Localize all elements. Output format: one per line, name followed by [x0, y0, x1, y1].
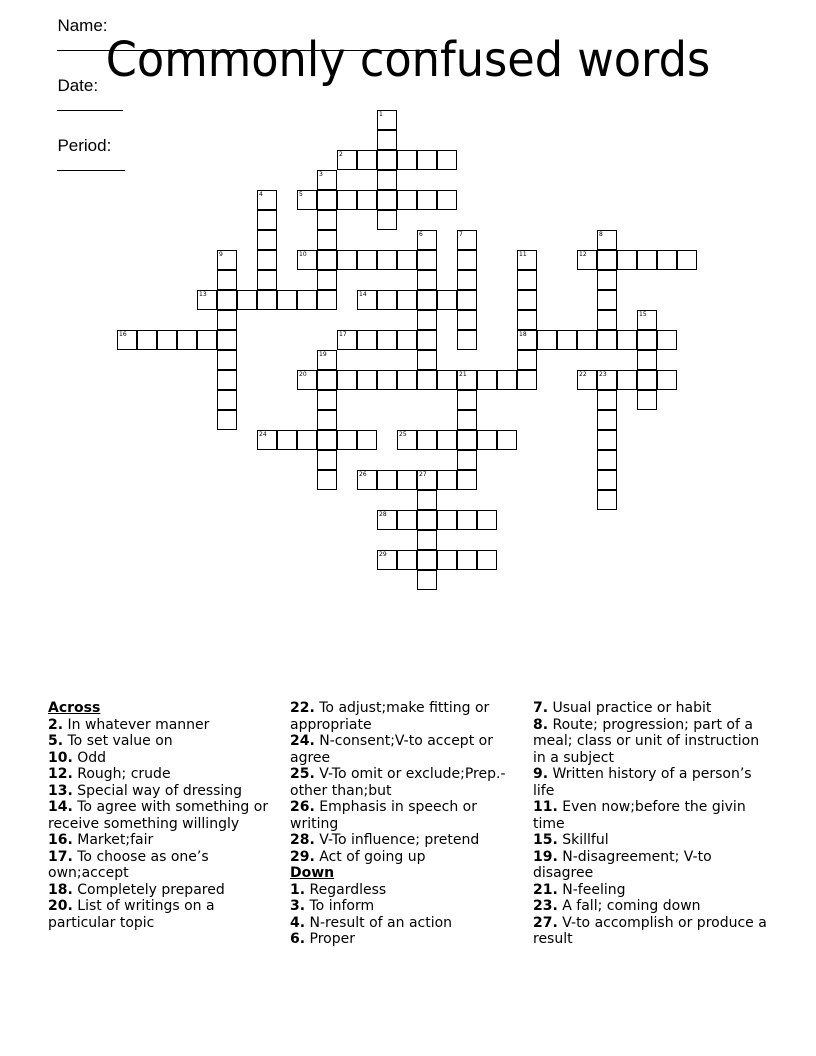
- clue-text: V-to accomplish or produce a result: [533, 914, 767, 947]
- grid-cell[interactable]: [337, 330, 357, 350]
- grid-cell[interactable]: [277, 290, 297, 310]
- grid-cell[interactable]: [377, 110, 397, 130]
- clue-number: 24: [259, 431, 267, 438]
- clue-number: 10: [299, 251, 307, 258]
- grid-cell[interactable]: [597, 250, 617, 270]
- clue-number: 1: [379, 111, 383, 118]
- clue-text: To adjust;make fitting or appropriate: [290, 700, 490, 733]
- grid-cell[interactable]: [417, 370, 437, 390]
- grid-cell[interactable]: [217, 270, 237, 290]
- clue-number: 14.: [48, 799, 73, 815]
- clue-text: Act of going up: [314, 848, 426, 865]
- clue-number: 2.: [48, 716, 64, 733]
- grid-cell[interactable]: [597, 230, 617, 250]
- clue-text: Special way of dressing: [72, 782, 243, 799]
- page-title: Commonly confused words: [105, 32, 711, 88]
- across-clue-list-continued: [290, 700, 526, 865]
- clue-number: 17: [339, 331, 347, 338]
- clue-text: Completely prepared: [72, 881, 225, 898]
- clue-number: 17.: [48, 848, 73, 865]
- grid-cell[interactable]: [317, 410, 337, 430]
- grid-cell[interactable]: [377, 330, 397, 350]
- across-clue: [290, 700, 526, 733]
- down-clue: [533, 898, 769, 915]
- grid-cell[interactable]: [417, 510, 437, 530]
- grid-cell[interactable]: [617, 330, 637, 350]
- grid-cell[interactable]: [477, 370, 497, 390]
- clue-text: Rough; crude: [72, 766, 171, 782]
- down-clue: [533, 717, 769, 767]
- clues-column-1: [48, 700, 278, 931]
- down-clue: [290, 931, 526, 948]
- clue-text: To inform: [305, 898, 375, 914]
- clue-number: 23: [599, 371, 607, 378]
- clue-number: 22: [579, 371, 587, 378]
- clue-number: 10.: [48, 749, 73, 766]
- grid-cell[interactable]: [417, 470, 437, 490]
- clue-number: 5.: [48, 733, 64, 749]
- clue-number: 29: [379, 551, 387, 558]
- grid-cell[interactable]: [257, 430, 277, 450]
- clue-number: 27.: [533, 914, 558, 931]
- grid-cell[interactable]: [297, 190, 317, 210]
- grid-cell[interactable]: [577, 250, 597, 270]
- grid-cell[interactable]: [457, 450, 477, 470]
- clue-number: 12.: [48, 766, 73, 782]
- down-clue: [533, 882, 769, 899]
- grid-cell[interactable]: [477, 430, 497, 450]
- grid-cell[interactable]: [517, 290, 537, 310]
- grid-cell[interactable]: [357, 190, 377, 210]
- grid-cell[interactable]: [517, 330, 537, 350]
- grid-cell[interactable]: [217, 390, 237, 410]
- down-clue: [533, 700, 769, 717]
- across-clue: [290, 849, 526, 866]
- grid-cell[interactable]: [397, 150, 417, 170]
- grid-cell[interactable]: [337, 250, 357, 270]
- grid-cell[interactable]: [417, 150, 437, 170]
- clue-number: 21.: [533, 881, 558, 898]
- grid-cell[interactable]: [417, 190, 437, 210]
- clue-number: 9.: [533, 766, 549, 782]
- clue-number: 20: [299, 371, 307, 378]
- across-clue: [290, 766, 526, 799]
- clue-number: 26: [359, 471, 367, 478]
- grid-cell[interactable]: [397, 550, 417, 570]
- grid-cell[interactable]: [377, 370, 397, 390]
- across-clue: [48, 898, 278, 931]
- across-clue: [48, 799, 278, 832]
- grid-cell[interactable]: [257, 270, 277, 290]
- grid-cell[interactable]: [597, 410, 617, 430]
- grid-cell[interactable]: [637, 330, 657, 350]
- clue-text: N-disagreement; V-to disagree: [533, 848, 712, 881]
- grid-cell[interactable]: [417, 570, 437, 590]
- grid-cell[interactable]: [457, 270, 477, 290]
- grid-cell[interactable]: [597, 390, 617, 410]
- grid-cell[interactable]: [437, 370, 457, 390]
- grid-cell[interactable]: [437, 550, 457, 570]
- clue-number: 28: [379, 511, 387, 518]
- clue-text: Regardless: [305, 881, 387, 898]
- grid-cell[interactable]: [437, 470, 457, 490]
- clue-number: 15.: [533, 832, 558, 848]
- grid-cell[interactable]: [517, 250, 537, 270]
- grid-cell[interactable]: [397, 250, 417, 270]
- grid-cell[interactable]: [597, 290, 617, 310]
- clues-column-2: [290, 700, 526, 948]
- grid-cell[interactable]: [417, 490, 437, 510]
- grid-cell[interactable]: [377, 510, 397, 530]
- clue-number: 8.: [533, 716, 549, 733]
- grid-cell[interactable]: [417, 310, 437, 330]
- grid-cell[interactable]: [337, 370, 357, 390]
- grid-cell[interactable]: [337, 190, 357, 210]
- grid-cell[interactable]: [417, 270, 437, 290]
- clue-number: 19.: [533, 848, 558, 865]
- grid-cell[interactable]: [377, 210, 397, 230]
- clue-number: 27: [419, 471, 427, 478]
- clue-number: 21: [459, 371, 467, 378]
- grid-cell[interactable]: [597, 470, 617, 490]
- grid-cell[interactable]: [317, 270, 337, 290]
- grid-cell[interactable]: [317, 370, 337, 390]
- grid-cell[interactable]: [317, 390, 337, 410]
- grid-cell[interactable]: [177, 330, 197, 350]
- grid-cell[interactable]: [377, 170, 397, 190]
- grid-cell[interactable]: [317, 230, 337, 250]
- grid-cell[interactable]: [517, 350, 537, 370]
- clue-number: 3: [319, 171, 323, 178]
- grid-cell[interactable]: [657, 330, 677, 350]
- grid-cell[interactable]: [417, 530, 437, 550]
- grid-cell[interactable]: [217, 370, 237, 390]
- clue-text: Skillful: [557, 832, 609, 848]
- grid-cell[interactable]: [217, 410, 237, 430]
- clue-number: 18.: [48, 881, 73, 898]
- grid-cell[interactable]: [257, 210, 277, 230]
- grid-cell[interactable]: [197, 290, 217, 310]
- grid-cell[interactable]: [477, 510, 497, 530]
- across-clue: [48, 832, 278, 849]
- clue-number: 9: [219, 251, 223, 258]
- grid-cell[interactable]: [317, 450, 337, 470]
- grid-cell[interactable]: [217, 290, 237, 310]
- clue-number: 25: [399, 431, 407, 438]
- clue-number: 11.: [533, 799, 558, 815]
- across-clue: [290, 799, 526, 832]
- clue-number: 25.: [290, 766, 315, 782]
- grid-cell[interactable]: [617, 370, 637, 390]
- down-clue: [533, 766, 769, 799]
- clue-text: To choose as one’s own;accept: [48, 848, 209, 881]
- grid-cell[interactable]: [397, 290, 417, 310]
- grid-cell[interactable]: [397, 510, 417, 530]
- grid-cell[interactable]: [217, 330, 237, 350]
- date-label: Date:: [57, 76, 99, 95]
- grid-cell[interactable]: [477, 550, 497, 570]
- grid-cell[interactable]: [417, 350, 437, 370]
- across-clue: [48, 882, 278, 899]
- grid-cell[interactable]: [637, 390, 657, 410]
- grid-cell[interactable]: [117, 330, 137, 350]
- grid-cell[interactable]: [577, 330, 597, 350]
- grid-cell[interactable]: [657, 250, 677, 270]
- grid-cell[interactable]: [437, 190, 457, 210]
- clue-number: 15: [639, 311, 647, 318]
- clue-text: Usual practice or habit: [548, 700, 712, 716]
- clue-text: Emphasis in speech or writing: [290, 799, 477, 832]
- grid-cell[interactable]: [457, 370, 477, 390]
- grid-cell[interactable]: [537, 330, 557, 350]
- grid-cell[interactable]: [357, 250, 377, 270]
- grid-cell[interactable]: [397, 370, 417, 390]
- clue-number: 29.: [290, 848, 315, 865]
- grid-cell[interactable]: [217, 250, 237, 270]
- period-label: Period:: [57, 136, 112, 155]
- grid-cell[interactable]: [417, 250, 437, 270]
- grid-cell[interactable]: [317, 430, 337, 450]
- grid-cell[interactable]: [377, 130, 397, 150]
- clue-text: Market;fair: [72, 832, 154, 848]
- grid-cell[interactable]: [317, 190, 337, 210]
- grid-cell[interactable]: [457, 310, 477, 330]
- grid-cell[interactable]: [357, 150, 377, 170]
- clue-number: 19: [319, 351, 327, 358]
- down-clue: [533, 849, 769, 882]
- grid-cell[interactable]: [557, 330, 577, 350]
- grid-cell[interactable]: [457, 550, 477, 570]
- clue-text: Written history of a person’s life: [533, 766, 752, 799]
- clue-number: 11: [519, 251, 527, 258]
- grid-cell[interactable]: [377, 550, 397, 570]
- grid-cell[interactable]: [377, 190, 397, 210]
- clue-number: 6: [419, 231, 423, 238]
- grid-cell[interactable]: [397, 330, 417, 350]
- grid-cell[interactable]: [417, 430, 437, 450]
- clue-number: 12: [579, 251, 587, 258]
- across-clue-list: [48, 717, 278, 932]
- clue-text: V-To omit or exclude;Prep.-other than;but: [290, 766, 506, 799]
- clue-text: Odd: [72, 749, 107, 766]
- clue-number: 26.: [290, 799, 315, 815]
- clue-number: 24.: [290, 733, 315, 749]
- across-clue: [48, 750, 278, 767]
- grid-cell[interactable]: [317, 470, 337, 490]
- grid-cell[interactable]: [597, 450, 617, 470]
- grid-cell[interactable]: [297, 250, 317, 270]
- clue-number: 8: [599, 231, 603, 238]
- across-clue: [48, 783, 278, 800]
- grid-cell[interactable]: [197, 330, 217, 350]
- grid-cell[interactable]: [597, 430, 617, 450]
- grid-cell[interactable]: [297, 370, 317, 390]
- across-clue: [290, 832, 526, 849]
- grid-cell[interactable]: [437, 290, 457, 310]
- grid-cell[interactable]: [597, 310, 617, 330]
- grid-cell[interactable]: [637, 310, 657, 330]
- grid-cell[interactable]: [457, 510, 477, 530]
- down-clue: [290, 882, 526, 899]
- grid-cell[interactable]: [317, 170, 337, 190]
- clue-number: 16: [119, 331, 127, 338]
- grid-cell[interactable]: [257, 250, 277, 270]
- grid-cell[interactable]: [237, 290, 257, 310]
- across-heading: Across: [48, 700, 101, 716]
- grid-cell[interactable]: [157, 330, 177, 350]
- clue-number: 22.: [290, 700, 315, 716]
- down-clue: [533, 832, 769, 849]
- grid-cell[interactable]: [377, 150, 397, 170]
- grid-cell[interactable]: [457, 430, 477, 450]
- grid-cell[interactable]: [497, 370, 517, 390]
- clue-text: To agree with something or receive something willingly: [48, 799, 269, 832]
- clue-number: 14: [359, 291, 367, 298]
- clue-number: 28.: [290, 832, 315, 848]
- grid-cell[interactable]: [417, 330, 437, 350]
- grid-cell[interactable]: [457, 390, 477, 410]
- across-clue: [290, 733, 526, 766]
- grid-cell[interactable]: [357, 470, 377, 490]
- clue-number: 3.: [290, 898, 306, 914]
- clue-number: 7.: [533, 700, 549, 716]
- clue-text: Even now;before the givin time: [533, 799, 746, 832]
- clue-text: N-result of an action: [305, 914, 453, 931]
- name-label: Name:: [57, 16, 108, 35]
- grid-cell[interactable]: [397, 190, 417, 210]
- clues-column-3: [533, 700, 769, 948]
- grid-cell[interactable]: [337, 430, 357, 450]
- grid-cell[interactable]: [297, 430, 317, 450]
- grid-cell[interactable]: [517, 270, 537, 290]
- grid-cell[interactable]: [317, 350, 337, 370]
- grid-cell[interactable]: [257, 230, 277, 250]
- grid-cell[interactable]: [457, 470, 477, 490]
- clue-text: N-feeling: [557, 881, 626, 898]
- grid-cell[interactable]: [637, 350, 657, 370]
- clue-text: A fall; coming down: [557, 898, 701, 914]
- grid-cell[interactable]: [397, 470, 417, 490]
- grid-cell[interactable]: [577, 370, 597, 390]
- clue-number: 2: [339, 151, 343, 158]
- grid-cell[interactable]: [517, 310, 537, 330]
- down-clue: [290, 915, 526, 932]
- grid-cell[interactable]: [357, 290, 377, 310]
- clue-text: To set value on: [63, 733, 173, 749]
- grid-cell[interactable]: [277, 430, 297, 450]
- grid-cell[interactable]: [317, 250, 337, 270]
- across-clue: [48, 717, 278, 734]
- down-clue: [290, 898, 526, 915]
- clue-number: 4.: [290, 914, 306, 931]
- clue-text: Proper: [305, 931, 355, 947]
- across-clue: [48, 766, 278, 783]
- grid-cell[interactable]: [437, 510, 457, 530]
- across-clue: [48, 733, 278, 750]
- grid-cell[interactable]: [377, 470, 397, 490]
- clue-number: 20.: [48, 898, 73, 914]
- clue-number: 13.: [48, 782, 73, 799]
- grid-cell[interactable]: [317, 290, 337, 310]
- clue-number: 23.: [533, 898, 558, 914]
- grid-cell[interactable]: [437, 150, 457, 170]
- grid-cell[interactable]: [677, 250, 697, 270]
- down-clue: [533, 799, 769, 832]
- clue-number: 6.: [290, 931, 306, 947]
- grid-cell[interactable]: [257, 190, 277, 210]
- grid-cell[interactable]: [217, 310, 237, 330]
- grid-cell[interactable]: [497, 430, 517, 450]
- grid-cell[interactable]: [337, 150, 357, 170]
- down-clue: [533, 915, 769, 948]
- clue-number: 13: [199, 291, 207, 298]
- grid-cell[interactable]: [597, 370, 617, 390]
- grid-cell[interactable]: [137, 330, 157, 350]
- grid-cell[interactable]: [457, 410, 477, 430]
- down-clue-list-continued: [533, 700, 769, 948]
- clue-text: N-consent;V-to accept or agree: [290, 733, 493, 766]
- grid-cell[interactable]: [397, 430, 417, 450]
- clue-number: 16.: [48, 832, 73, 848]
- across-clue: [48, 849, 278, 882]
- grid-cell[interactable]: [417, 550, 437, 570]
- clue-text: List of writings on a particular topic: [48, 898, 215, 931]
- grid-cell[interactable]: [517, 370, 537, 390]
- grid-cell[interactable]: [597, 330, 617, 350]
- clue-number: 5: [299, 191, 303, 198]
- down-clue-list: [290, 882, 526, 948]
- grid-cell[interactable]: [437, 430, 457, 450]
- clue-number: 1.: [290, 881, 306, 898]
- grid-cell[interactable]: [457, 290, 477, 310]
- grid-cell[interactable]: [457, 330, 477, 350]
- grid-cell[interactable]: [657, 370, 677, 390]
- grid-cell[interactable]: [317, 210, 337, 230]
- grid-cell[interactable]: [357, 330, 377, 350]
- grid-cell[interactable]: [377, 250, 397, 270]
- grid-cell[interactable]: [417, 290, 437, 310]
- grid-cell[interactable]: [597, 270, 617, 290]
- grid-cell[interactable]: [257, 290, 277, 310]
- grid-cell[interactable]: [417, 230, 437, 250]
- clue-text: Route; progression; part of a meal; class or unit of instruction in a subject: [533, 716, 760, 766]
- down-heading: Down: [290, 865, 335, 881]
- grid-cell[interactable]: [297, 290, 317, 310]
- clue-number: 18: [519, 331, 527, 338]
- grid-cell[interactable]: [637, 250, 657, 270]
- grid-cell[interactable]: [597, 490, 617, 510]
- grid-cell[interactable]: [457, 230, 477, 250]
- grid-cell[interactable]: [617, 250, 637, 270]
- clue-text: V-To influence; pretend: [314, 832, 480, 848]
- grid-cell[interactable]: [217, 350, 237, 370]
- clue-text: In whatever manner: [63, 716, 210, 733]
- grid-cell[interactable]: [377, 290, 397, 310]
- grid-cell[interactable]: [357, 430, 377, 450]
- clue-number: 7: [459, 231, 463, 238]
- grid-cell[interactable]: [357, 370, 377, 390]
- grid-cell[interactable]: [637, 370, 657, 390]
- grid-cell[interactable]: [457, 250, 477, 270]
- clue-number: 4: [259, 191, 263, 198]
